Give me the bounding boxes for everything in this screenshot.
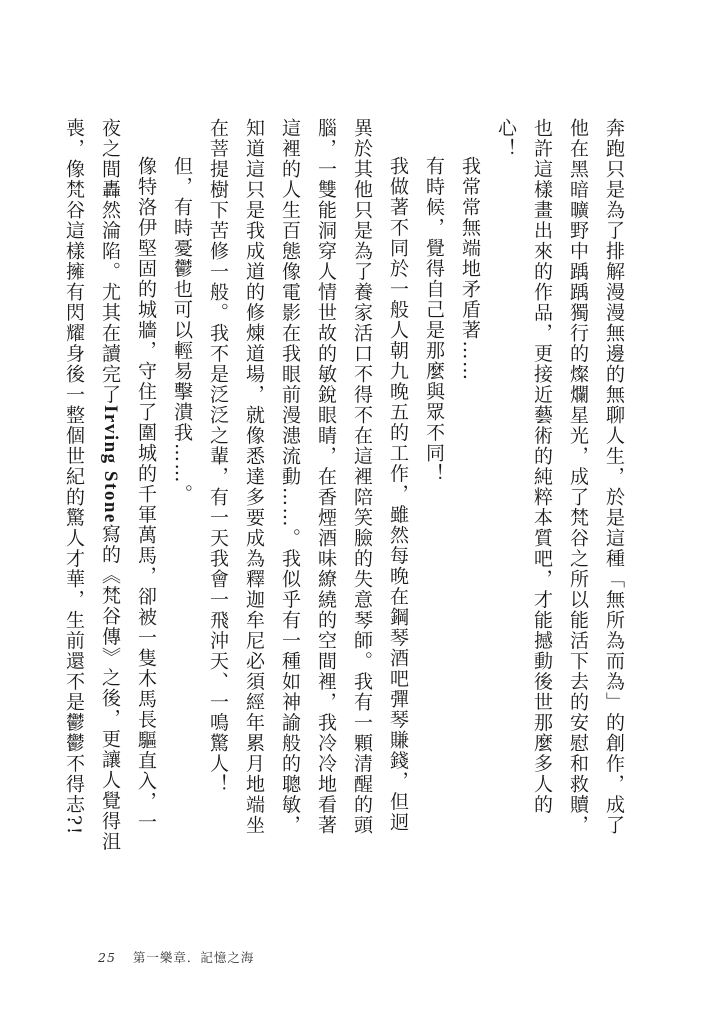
vertical-text-body [63, 118, 632, 852]
text-column: 我做著不同於一般人朝九晚五的工作，雖然每晚在鋼琴酒吧彈琴賺錢，但迥 [387, 156, 409, 833]
author-name: Irving Stone [100, 405, 121, 524]
page-footer [98, 948, 254, 966]
text-column: 知道這只是我成道的修煉道場，就像悉達多要成為釋迦牟尼必須經年累月地端坐 [243, 118, 265, 836]
text-column: 異於其他只是為了養家活口不得不在這裡陪笑臉的失意琴師。我有一顆清醒的頭 [351, 118, 373, 836]
text-column: 喪，像梵谷這樣擁有閃耀身後一整個世紀的驚人才華，生前還不是鬱鬱不得志?! [63, 118, 85, 836]
text-column: 但，有時憂鬱也可以輕易擊潰我……。 [171, 156, 193, 505]
text-column: 他在黑暗曠野中踽踽獨行的燦爛星光，成了梵谷之所以能活下去的安慰和救贖， [567, 118, 589, 836]
text-column: 這裡的人生百態像電影在我眼前漫漶流動……。我似乎有一種如神諭般的聰敏， [279, 118, 301, 836]
text-column: 心！ [495, 118, 517, 159]
text-segment: 寫的《梵谷傳》之後，更讓人覺得沮 [99, 523, 121, 852]
text-column: 腦，一雙能洞穿人情世故的敏銳眼睛，在香煙酒味繚繞的空間裡，我冷冷地看著 [315, 118, 337, 836]
text-segment: 夜之間轟然淪陷。尤其在讀完了 [99, 118, 121, 405]
page-number: 25 [98, 950, 116, 965]
text-column: 也許這樣畫出來的作品，更接近藝術的純粹本質吧，才能撼動後世那麼多人的 [531, 118, 553, 815]
text-column: 我常常無端地矛盾著…… [459, 156, 481, 382]
text-column: 奔跑只是為了排解漫漫無邊的無聊人生，於是這種「無所為而為」的創作，成了 [603, 118, 625, 836]
running-header-chapter: 第一樂章．記憶之海 [132, 950, 255, 965]
text-column: 在菩提樹下苦修一般。我不是泛泛之輩，有一天我會一飛沖天、一鳴驚人！ [207, 118, 229, 795]
text-column: 有時候，覺得自己是那麼與眾不同！ [423, 156, 445, 484]
text-column: 像特洛伊堅固的城牆，守住了圍城的千軍萬馬，卻被一隻木馬長驅直入，一 [135, 156, 157, 833]
text-column [92, 118, 128, 852]
